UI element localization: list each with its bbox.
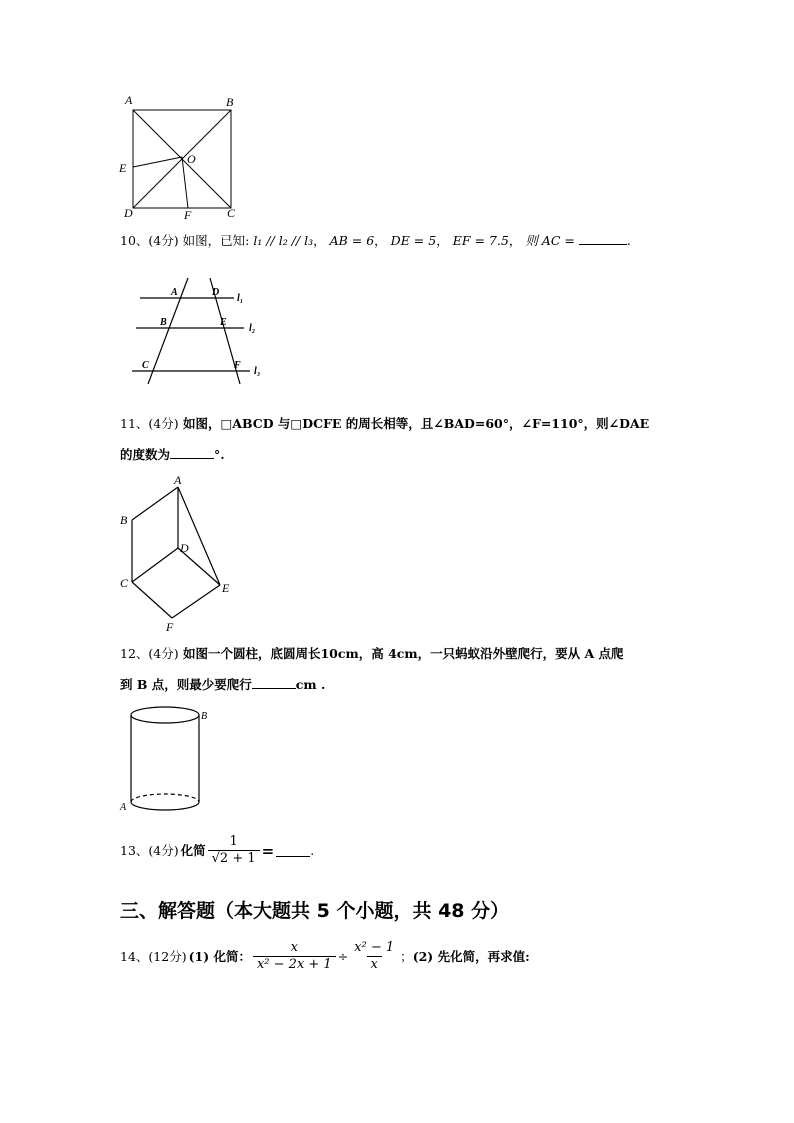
q12-text2: 到 B 点，则最少要爬行 (120, 677, 252, 692)
q10-sep4: ， (508, 233, 522, 248)
label-d: D (124, 206, 133, 220)
q11-text2: 的度数为 (120, 447, 171, 462)
q14-frac2-numerator: x² − 1 (354, 940, 395, 955)
q10-ask: 则 AC = (525, 233, 575, 248)
label-b: B (201, 711, 208, 722)
q10-prefix: 如图，已知: (182, 233, 250, 248)
q10-number: 10、(4分) (120, 233, 179, 248)
q14-frac1-numerator: x (290, 940, 298, 955)
q12-unit: cm . (295, 677, 326, 692)
q14-frac2-denominator: x (367, 956, 382, 973)
q12-number: 12、(4分) (120, 646, 179, 661)
q10-sep1: ， (313, 233, 326, 248)
q13-fraction (208, 834, 260, 867)
q13-denominator: √2 + 1 (208, 850, 260, 867)
label-c: C (227, 206, 236, 220)
q14-fraction-2 (350, 940, 398, 973)
label-b: B (226, 95, 234, 109)
label-a: A (171, 287, 178, 298)
q10-de: DE = 5 (390, 233, 437, 248)
question-14 (120, 940, 530, 973)
label-c: C (142, 360, 149, 371)
cylinder-bottom-front (131, 802, 199, 810)
label-a: A (174, 473, 182, 487)
q14-number: 14、(12分) (120, 948, 187, 964)
cylinder-top (131, 707, 199, 723)
label-b: B (160, 317, 167, 328)
question-13 (120, 834, 314, 867)
q13-text: 化简 (180, 842, 206, 858)
label-f: F (234, 360, 241, 371)
q10-ab: AB = 6 (329, 233, 375, 248)
q13-equals: = (261, 841, 275, 860)
q10-end: . (626, 233, 631, 248)
q14-fraction-1 (253, 940, 336, 973)
q14-part1: (1) 化简： (188, 948, 251, 964)
q12-text1: 如图一个圆柱，底圆周长10cm，高 4cm，一只蚂蚁沿外壁爬行，要从 A 点爬 (182, 646, 624, 661)
q13-number: 13、(4分) (120, 842, 179, 858)
q10-sep2: ， (374, 233, 387, 248)
cylinder-bottom-back (131, 794, 199, 802)
label-f: F (166, 620, 174, 634)
q13-answer-blank[interactable] (276, 844, 310, 857)
q14-part2: (2) 先化简，再求值: (412, 948, 530, 964)
label-e: E (119, 161, 127, 175)
label-l3: l₃ (254, 366, 261, 377)
label-b: B (120, 513, 128, 527)
q14-separator: ； (400, 948, 413, 964)
q10-sep3: ， (436, 233, 449, 248)
label-o: O (187, 152, 196, 166)
label-d: D (180, 541, 189, 555)
label-d: D (212, 287, 220, 298)
label-a: A (125, 93, 133, 107)
q14-frac1-denominator: x² − 2x + 1 (253, 956, 336, 973)
q10-ef: EF = 7.5 (452, 233, 509, 248)
q13-end: . (310, 842, 315, 858)
label-l2: l₂ (249, 323, 256, 334)
q11-text1: 如图，□ABCD 与□DCFE 的周长相等，且∠BAD=60°，∠F=110°，则∠DAE (182, 416, 650, 431)
q13-numerator: 1 (229, 834, 238, 849)
label-e: E (220, 317, 227, 328)
q14-operator: ÷ (337, 948, 349, 964)
q10-parallel: l₁ // l₂ // l₃ (253, 233, 314, 248)
q11-end: °. (214, 447, 225, 462)
label-a: A (120, 802, 127, 813)
label-f: F (184, 208, 192, 222)
label-c: C (120, 576, 129, 590)
section-3-heading: 三、解答题（本大题共 5 个小题，共 48 分） (120, 900, 510, 922)
label-e: E (222, 581, 230, 595)
label-l1: l₁ (237, 293, 244, 304)
q11-number: 11、(4分) (120, 416, 179, 431)
